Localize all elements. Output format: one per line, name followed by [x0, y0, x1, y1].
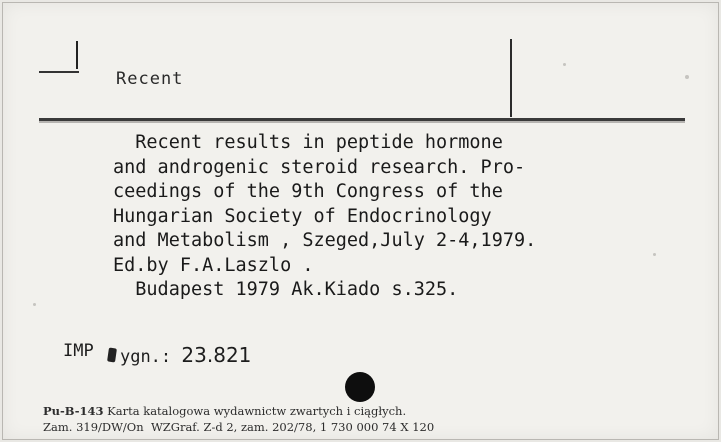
catalog-card — [2, 2, 719, 440]
paper-speck — [33, 303, 36, 306]
footer-form-title: Karta katalogowa wydawnictw zwartych i ciągłych. — [103, 404, 407, 418]
heading-word: Recent — [116, 69, 184, 89]
entry-line: and Metabolism , Szeged,July 2-4,1979. — [113, 230, 537, 251]
filing-tick-mark — [76, 41, 78, 69]
entry-line: Budapest 1979 Ak.Kiado s.325. — [113, 279, 459, 300]
horizontal-divider-shadow — [39, 121, 685, 123]
imp-label: IMP — [63, 341, 94, 361]
paper-speck — [653, 253, 656, 256]
entry-line: Ed.by F.A.Laszlo . — [113, 254, 314, 276]
paper-speck — [563, 63, 566, 66]
footer-print-info: Zam. 319/DW/On WZGraf. Z-d 2, zam. 202/78, 1 730 000 74 X 120 — [43, 420, 435, 434]
bibliographic-entry — [113, 131, 673, 303]
ink-mark-icon — [107, 348, 117, 363]
entry-line: Hungarian Society of Endocrinology — [113, 205, 492, 227]
vertical-divider — [510, 39, 512, 117]
signature-number: 23.821 — [181, 343, 252, 367]
punch-hole — [345, 372, 375, 402]
entry-line: ceedings of the 9th Congress of the — [113, 181, 503, 202]
entry-line: and androgenic steroid research. Pro- — [113, 156, 526, 178]
shelf-signature — [63, 343, 251, 367]
footer-form-code: Pu-B-143 — [43, 404, 104, 418]
paper-speck — [685, 75, 689, 79]
filing-tick-rule — [39, 71, 79, 73]
entry-line: Recent results in peptide hormone — [113, 132, 503, 153]
signature-prefix: ygn.: — [119, 347, 172, 367]
card-footer — [43, 403, 434, 435]
